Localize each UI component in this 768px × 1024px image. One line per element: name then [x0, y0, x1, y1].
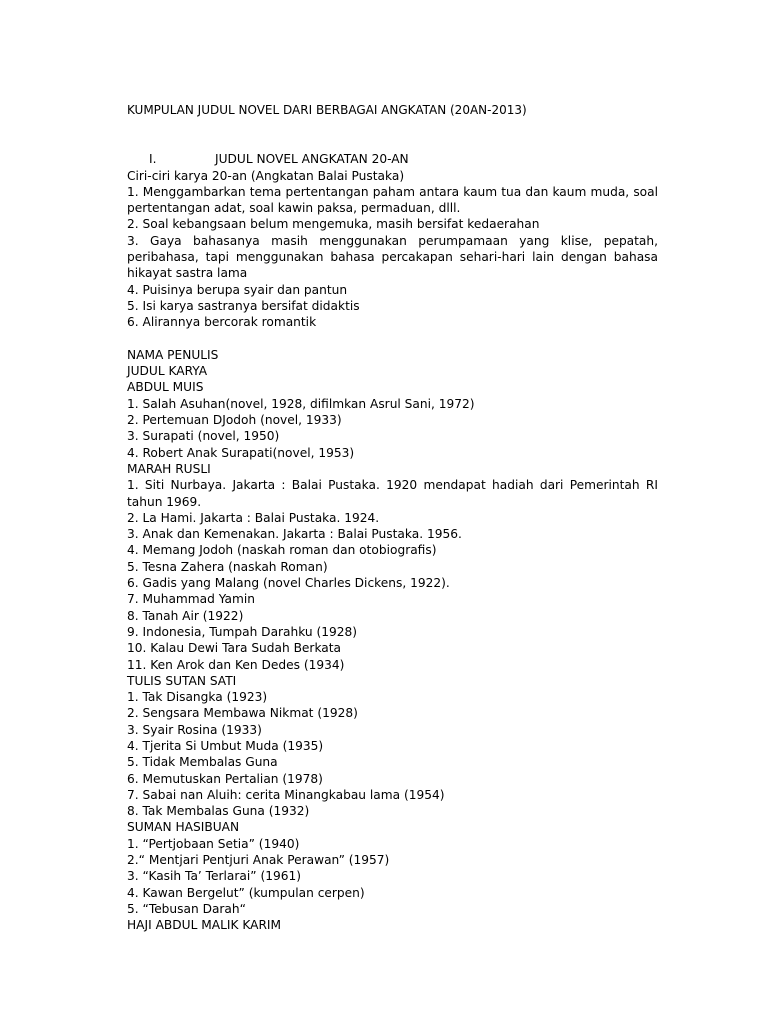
work-item: 2. Pertemuan DJodoh (novel, 1933): [127, 413, 342, 428]
work-item: 1. “Pertjobaan Setia” (1940): [127, 836, 300, 851]
work-item: 11. Ken Arok dan Ken Dedes (1934): [127, 657, 345, 672]
section-heading-text: JUDUL NOVEL ANGKATAN 20-AN: [215, 152, 409, 167]
label-author: NAMA PENULIS: [127, 347, 219, 362]
work-item: 2. Sengsara Membawa Nikmat (1928): [127, 706, 358, 721]
work-item: 3. Anak dan Kemenakan. Jakarta : Balai Pustaka. 1956.: [127, 527, 462, 542]
work-item: 1. Siti Nurbaya. Jakarta : Balai Pustaka. 1920 mendapat hadiah dari Pemerintah RI tahun 1969.: [127, 478, 658, 509]
work-item: 6. Memutuskan Pertalian (1978): [127, 771, 323, 786]
work-item: 1. Salah Asuhan(novel, 1928, difilmkan Asrul Sani, 1972): [127, 396, 475, 411]
author-name: HAJI ABDUL MALIK KARIM: [127, 918, 282, 933]
work-item: 8. Tanah Air (1922): [127, 608, 244, 623]
work-item: 2.“ Mentjari Pentjuri Anak Perawan” (1957): [127, 853, 390, 868]
author-name: MARAH RUSLI: [127, 461, 211, 476]
ciri-item: 3. Gaya bahasanya masih menggunakan perumpamaan yang klise, pepatah, peribahasa, tapi menggunakan bahasa percakapan sehari-hari lain dengan bahasa hikayat sastra lama: [127, 233, 658, 281]
document-title: KUMPULAN JUDUL NOVEL DARI BERBAGAI ANGKATAN (20AN-2013): [127, 103, 527, 117]
work-item: 9. Indonesia, Tumpah Darahku (1928): [127, 624, 358, 639]
work-item: 4. Tjerita Si Umbut Muda (1935): [127, 738, 324, 753]
section-number: I.: [149, 152, 157, 167]
work-item: 8. Tak Membalas Guna (1932): [127, 804, 310, 819]
work-item: 2. La Hami. Jakarta : Balai Pustaka. 1924.: [127, 510, 380, 525]
work-item: 5. Tesna Zahera (naskah Roman): [127, 559, 328, 574]
author-name: SUMAN HASIBUAN: [127, 820, 240, 835]
work-item: 5. Tidak Membalas Guna: [127, 755, 278, 770]
work-item: 10. Kalau Dewi Tara Sudah Berkata: [127, 641, 342, 656]
ciri-item: 6. Alirannya bercorak romantik: [127, 315, 317, 330]
work-item: 3. “Kasih Ta’ Terlarai” (1961): [127, 869, 301, 884]
work-item: 3. Surapati (novel, 1950): [127, 429, 280, 444]
work-item: 1. Tak Disangka (1923): [127, 690, 268, 705]
work-item: 3. Syair Rosina (1933): [127, 722, 262, 737]
work-item: 7. Sabai nan Aluih: cerita Minangkabau lama (1954): [127, 787, 445, 802]
work-item: 6. Gadis yang Malang (novel Charles Dickens, 1922).: [127, 576, 450, 591]
spacer: [127, 331, 658, 347]
section-heading: [127, 151, 658, 167]
ciri-heading: Ciri-ciri karya 20-an (Angkatan Balai Pustaka): [127, 168, 405, 183]
work-item: 4. Memang Jodoh (naskah roman dan otobiografis): [127, 543, 437, 558]
work-item: 4. Robert Anak Surapati(novel, 1953): [127, 445, 355, 460]
author-name: ABDUL MUIS: [127, 380, 204, 395]
author-list: [127, 379, 658, 933]
label-work: JUDUL KARYA: [127, 364, 208, 379]
author-name: TULIS SUTAN SATI: [127, 673, 237, 688]
work-item: 7. Muhammad Yamin: [127, 592, 255, 607]
ciri-item: 4. Puisinya berupa syair dan pantun: [127, 282, 348, 297]
work-item: 4. Kawan Bergelut” (kumpulan cerpen): [127, 885, 365, 900]
work-item: 5. “Tebusan Darah“: [127, 901, 246, 916]
document-page: [127, 102, 658, 934]
ciri-item: 1. Menggambarkan tema pertentangan paham antara kaum tua dan kaum muda, soal pertentangan adat, soal kawin paksa, permaduan, dlll.: [127, 184, 658, 216]
ciri-item: 2. Soal kebangsaan belum mengemuka, masih bersifat kedaerahan: [127, 217, 540, 232]
ciri-item: 5. Isi karya sastranya bersifat didaktis: [127, 298, 360, 313]
